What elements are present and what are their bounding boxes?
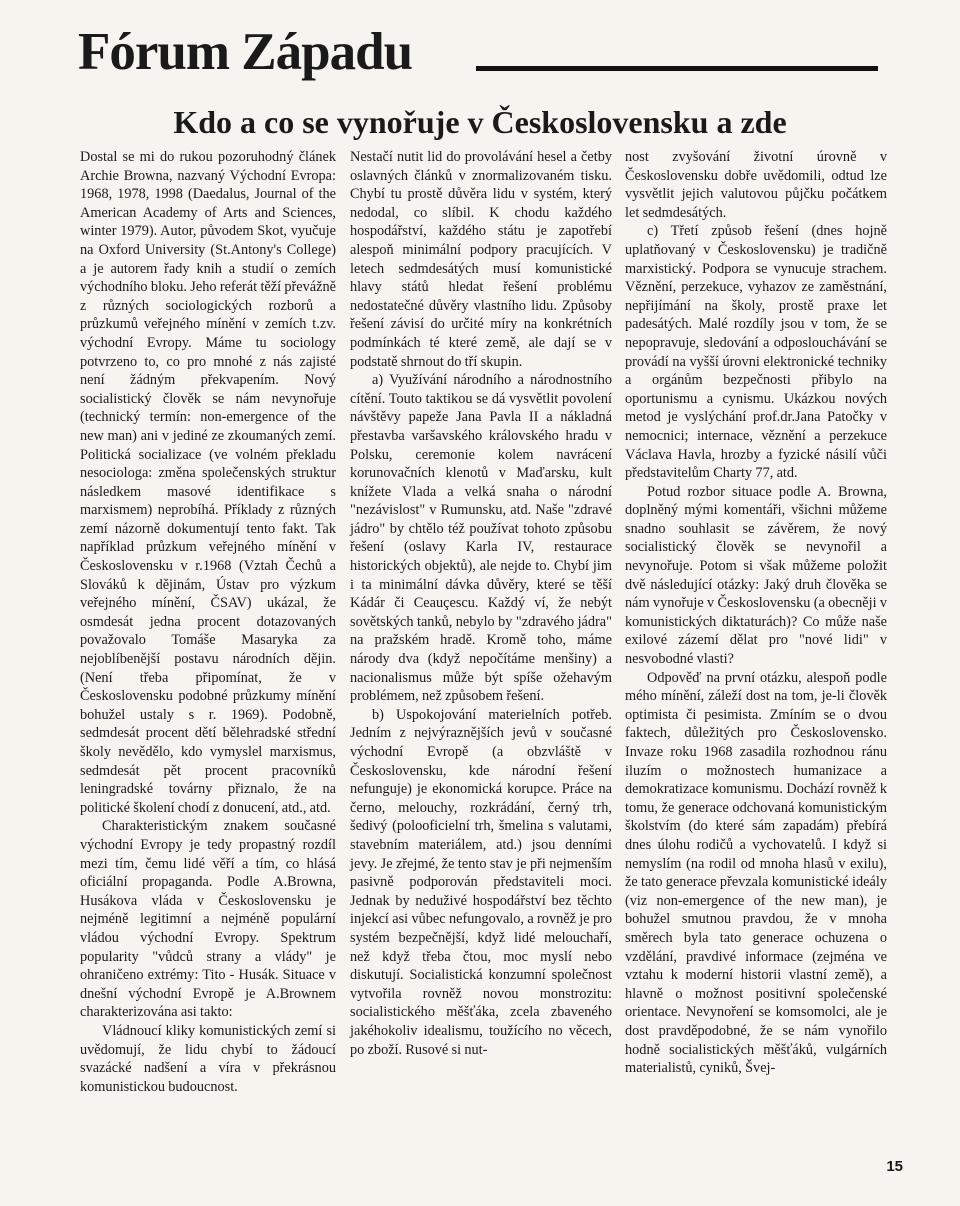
paragraph: Charakteristickým znakem současné východní Evropy je tedy propastný rozdíl mezi tím, čemu lidé věří a tím, co hlásá oficiální propaganda. Podle A.Browna, Husákova vláda v Československu je nejméně legitimní a nejméně populární vládou východní Evropy. Spektrum popularity "vůdců strany a vlády" je ohraničeno extrémy: Tito - Husák. Situace v dnešní východní Evropě je A.Brownem charakterizována asi takto:: [80, 818, 336, 1021]
paragraph: a) Využívání národního a národnostního cítění. Touto taktikou se dá vysvětlit povolení návštěvy papeže Jana Pavla II a nákladná přestavba varšavského královského hradu v Polsku, ceremonie kolem navrácení korunovačních klenotů v Maďarsku, kult knížete Vlada a velká snaha o národní "nezávislost" v Rumunsku, atd. Naše "zdravé jádro" by chtělo též používat tohoto způsobu řešení (oslavy Karla IV, restaurace historických objektů), ale nejde to. Chybí jim i ta minimální dávka důvěry, které se těší Kádár či Ceauçescu. Každý ví, že nebýt sovětských tanků, nebylo by "zdravého jádra" na pražském hradě. Kromě toho, máme národy dva (když nepočítáme menšiny) a nacionalismus může být spíše ožehavým problémem, než způsobem řešení.: [350, 372, 612, 705]
article-column-3: [625, 148, 887, 1078]
article-headline: Kdo a co se vynořuje v Československu a zde: [173, 104, 787, 140]
paragraph: nost zvyšování životní úrovně v Československu dobře uvědomili, odtud lze vysvětlit jejich valutovou půjčku počátkem let sedmdesátých.: [625, 149, 887, 221]
header-rule: [476, 66, 878, 71]
article-column-2: [350, 148, 612, 1059]
page-number: 15: [886, 1158, 903, 1175]
paragraph: Odpověď na první otázku, alespoň podle mého mínění, záleží dost na tom, je-li člověk optimista či pesimista. Zmíním se o dvou faktech, důležitých pro Československo. Invaze roku 1968 zasadila rozhodnou ránu iluzím o možnostech humanizace a demokratizace komunismu. Dochází rovněž k tomu, že generace odchovaná komunistickým školstvím (do které sám zapadám) přebírá dnes úlohu rodičů a vychovatelů. I když si nemyslím (na rodil od mnoha hlasů v exilu), že tato generace převzala komunistické ideály (viz non-emergence of the new man), je bohužel smutnou pravdou, že v mnoha směrech byla tato generace ochuzena o vzdělání, pravdivé informace (zejména ve vztahu k moderní historii vlastní země), a hlavně o možnost positivní společenské orientace. Nevynoření se komsomolci, ale je dost pravděpodobné, že se nám vynořilo hodně socialistických měšťáků, vulgárních materialistů, cyniků, Švej-: [625, 669, 887, 1077]
article-column-1: [80, 148, 336, 1096]
paragraph: Dostal se mi do rukou pozoruhodný článek Archie Browna, nazvaný Východní Evropa: 1968, 1978, 1998 (Daedalus, Journal of the American Academy of Arts and Sciences, winter 1979). Autor, původem Skot, vyučuje na Oxford University (St.Antony's College) a je autorem řady knih a studií o zemích východního bloku. Jeho referát těží převážně z různých sociologických rozborů a průzkumů veřejného mínění v zemích t.zv. východní Evropy. Máme tu sociology potvrzeno to, co pro mnohé z nás zajisté není žádným překvapením. Nový socialistický člověk se nám nevynořuje (technický termín: non-emergence of the new man) ani v jediné ze zkoumaných zemí. Politická socializace (ve volném překladu nesociologa: změna společenských struktur následkem masové identifikace s marxismem) neprobíhá. Příklady z různých zemí názorně dokumentují tento fakt. Tak například průzkum veřejného mínění v Československu v r.1968 (Vztah Čechů a Slováků k dějinám, Ústav pro výzkum veřejného mínění, ČSAV) ukázal, že osmdesát jedna procent dotazovaných považovalo Tomáše Masaryka za nejoblíbenější postavu národních dějin. (Není třeba připomínat, že v Československu podobné průzkumy mínění bohužel ustaly s r. 1969). Podobně, sedmdesát procent dětí bělehradské střední školy nevědělo, kdo vymyslel marxismus, sedmdesát pět procent pracovníků leningradské továrny přiznalo, že na politické školení chodí z donucení, atd., atd.: [80, 149, 336, 816]
section-title: Fórum Západu: [78, 23, 413, 81]
paragraph: Potud rozbor situace podle A. Browna, doplněný mými komentáři, všichni můžeme snadno souhlasit se závěrem, že nový socialistický člověk se nevynořil a nevynořuje. Potom si však můžeme položit dvě následující otázky: Jaký druh člověka se nám vynořuje v Československu (a obecněji v komunistických diktaturách)? Co může naše exilové zázemí dělat pro "nové lidi" v nesvobodné vlasti?: [625, 483, 887, 668]
paragraph: Nestačí nutit lid do provolávání hesel a četby oslavných článků v znormalizovaném tisku. Chybí tu prostě důvěra lidu v systém, který nedodal, co slíbil. K chodu každého hospodářství, každého státu je zapotřebí alespoň minimální podpory pracujících. V letech sedmdesátých musí komunistické hlavy států hledat řešení problému nedostatečné důvěry vlastního lidu. Způsoby řešení závisí do určité míry na konkrétních podmínkách té které země, ale dají se v podstatě shrnout do tří skupin.: [350, 149, 612, 370]
paragraph: b) Uspokojování materielních potřeb. Jedním z nejvýraznějších jevů v současné východní Evropě (a obzvláště v Československu, kde národní řešení nefunguje) je ekonomická korupce. Práce na černo, melouchy, rozkrádání, černý trh, šedivý (polooficielní trh, šmelina s valutami, stavebním materiálem, atd.) jsou denními jevy. Je zřejmé, že tento stav je při nejmenším pasivně podporován představiteli moci. Jednak by neduživé hospodářství bez těchto injekcí asi vůbec nefungovalo, a rovněž je pro systém bezpečnější, když lidé melouchaří, než když třeba čtou, moc myslí nebo diskutují. Socialistická konzumní společnost vytvořila rovněž novou monstrozitu: socialistického měšťáka, zcela zbaveného jakéhokoliv idealismu, toužícího no věcech, po zboží. Rusové si nut-: [350, 706, 612, 1058]
section-header: [78, 22, 878, 82]
paragraph: c) Třetí způsob řešení (dnes hojně uplatňovaný v Československu) je tradičně marxistický. Podpora se vynucuje strachem. Věznění, perzekuce, vyhazov ze zaměstnání, nepřijímání na školy, prostě praxe let padesátých. Malé rozdíly jsou v tom, že se nepopravuje, sledování a odposlouchávání se provádí na vyšší úrovni elektronické techniky a orgánům bezpečnosti přibylo na oportunismu a cynismu. Ukázkou nových metod je vyslýchání prof.dr.Jana Patočky v nemocnici; internace, věznění a perzekuce Václava Havla, hrozby a fyzické násilí vůči představitelům Charty 77, atd.: [625, 223, 887, 482]
paragraph: Vládnoucí kliky komunistických zemí si uvědomují, že lidu chybí to žádoucí svazácké nadšení a víra v překrásnou komunistickou budoucnost.: [80, 1022, 336, 1095]
